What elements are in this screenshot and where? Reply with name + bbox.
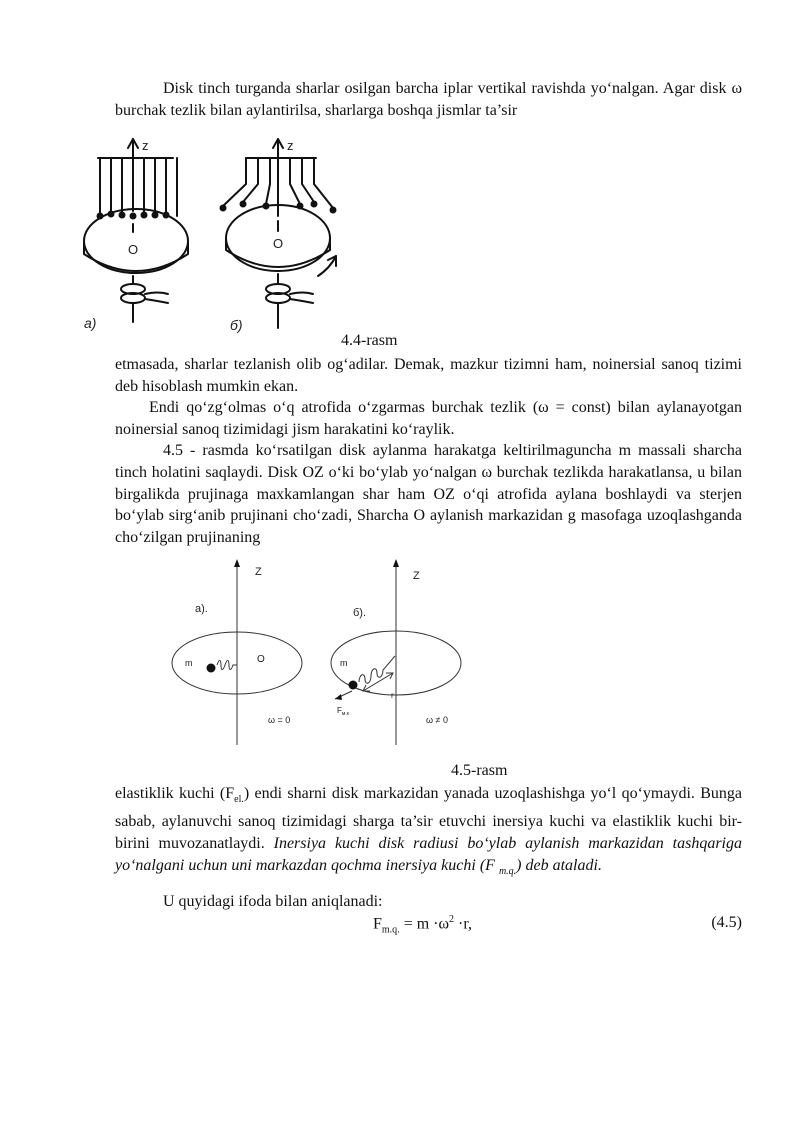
formula-number: (4.5) xyxy=(711,914,742,931)
rotating-disk-b xyxy=(331,559,461,745)
mass-label-a: m xyxy=(185,658,193,668)
figure-4-5 xyxy=(165,555,475,750)
center-label-b: O xyxy=(273,236,284,251)
paragraph-2: etmasada, sharlar tezlanish olib og‘adilar. Demak, mazkur tizimni ham, noinersial sanoq tizimi deb hisoblash mumkin ekan. xyxy=(115,356,742,395)
disk-diagram-b xyxy=(220,138,337,333)
paragraph-1: Disk tinch turganda sharlar osilgan barcha iplar vertikal ravishda yo‘nalgan. Agar disk ω burchak tezlik bilan aylantirilsa, sharlarga boshqa jismlar ta’sir xyxy=(115,80,742,119)
force-label-b: $F_{м.к}$ xyxy=(337,706,349,717)
figure-4-4-caption: 4.4-rasm xyxy=(341,332,398,349)
figure-4-4 xyxy=(78,136,368,336)
part-label-a: a). xyxy=(195,603,208,615)
axis-label-b: Z xyxy=(413,570,420,582)
formula-expression: $F_{m.q.} = m \cdot\omega^2 \cdot r$, xyxy=(373,914,473,936)
part-label-b: б). xyxy=(353,607,367,619)
z-label-a: z xyxy=(142,138,149,153)
center-label-a: O xyxy=(257,654,265,665)
paragraph-6: U quyidagi ifoda bilan aniqlanadi: xyxy=(163,893,383,910)
figure-4-5-caption: 4.5-rasm xyxy=(451,762,508,779)
label-b: б) xyxy=(230,317,243,333)
label-a: a) xyxy=(84,315,97,331)
omega-label-a: ω = 0 xyxy=(268,715,291,725)
axis-label-a: Z xyxy=(255,566,262,578)
mass-ball-a xyxy=(207,664,216,673)
figure-4-4-drawing xyxy=(78,136,368,336)
figure-4-5-drawing xyxy=(165,555,475,750)
mass-ball-b xyxy=(349,681,358,690)
paragraph-4: 4.5 - rasmda ko‘rsatilgan disk aylanma harakatga keltirilmaguncha m massali sharcha tinch holatini saqlaydi. Disk OZ o‘ki bo‘ylab yo‘nalgan ω burchak tezlikda harakatlansa, u bilan birgalikda prujinaga maxkamlangan shar ham OZ o‘qi atrofida aylana boshlaydi va sterjen bo‘ylab sirg‘anib prujinani cho‘zadi, Sharcha O aylanish markazidan g masofaga uzoqlashganda cho‘zilgan prujinaning xyxy=(115,442,742,547)
radius-label-b: r xyxy=(391,691,394,700)
omega-label-b: ω ≠ 0 xyxy=(426,715,448,725)
mass-label-b: m xyxy=(340,658,348,668)
paragraph-5: elastiklik kuchi $(F_{el.})$ endi sharni disk markazidan yanada uzoqlashishga yo‘l qo‘ymaydi. Bunga sabab, aylanuvchi sanoq tizimidagi sharga ta’sir etuvchi inersiya kuchi va elastiklik kuchi bir-birini muvozanatlaydi. Inersiya kuchi disk radiusi bo‘ylab aylanish markazidan tashqariga yo‘nalgani uchun uni markazdan qochma inersiya kuchi (F $_{m.q.}$) deb ataladi. xyxy=(115,785,743,877)
center-label-a: O xyxy=(128,242,139,257)
disk-diagram-a xyxy=(84,138,188,331)
z-label-b: z xyxy=(287,138,294,153)
rotating-disk-a xyxy=(172,559,302,745)
paragraph-3: Endi qo‘zg‘olmas o‘q atrofida o‘zgarmas burchak tezlik (ω = const) bilan aylanayotgan noinersial sanoq tizimidagi jism harakatini ko‘raylik. xyxy=(115,399,742,438)
